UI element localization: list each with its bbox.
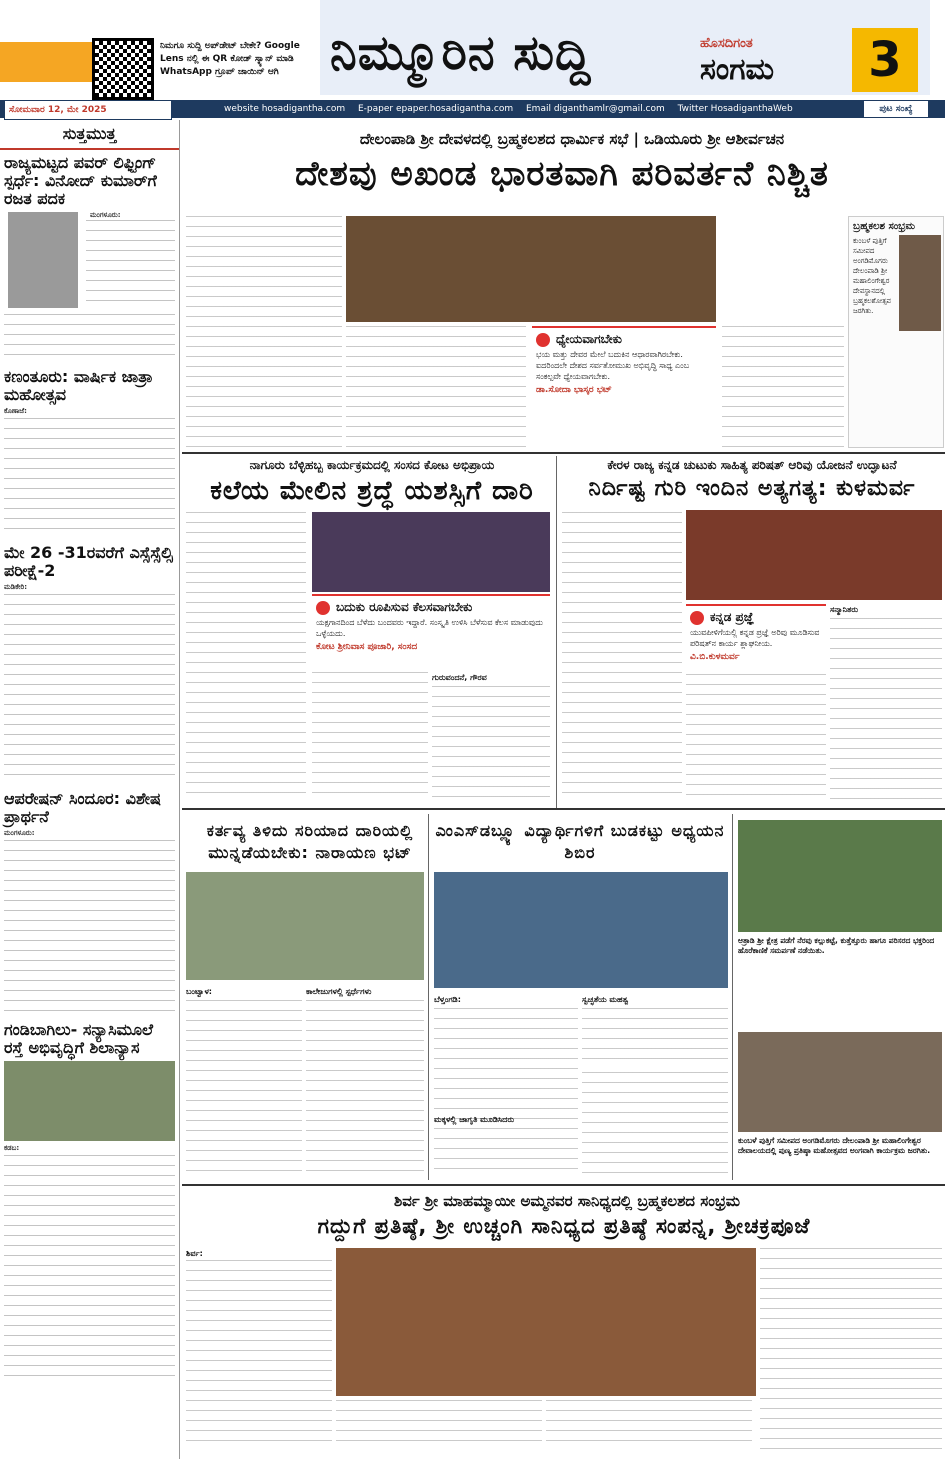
epaper-link[interactable]: E-paper epaper.hosadigantha.com xyxy=(358,104,514,114)
info-bar xyxy=(0,100,945,118)
quote-icon xyxy=(316,601,330,615)
quote-author: ವಿ.ಬಿ.ಕುಳಮರ್ವ xyxy=(690,652,740,662)
story4-meeting-photo xyxy=(186,872,424,980)
left-story-dateline: ಮಡಿಕೇರಿ: xyxy=(4,583,28,591)
left-story-2 xyxy=(0,364,179,538)
qr-instructions: ನಿಮಗೂ ಸುದ್ದಿ ಅಪ್‌ಡೇಟ್ ಬೇಕೇ? Google Lens ನಲ್ಲಿ ಈ QR ಕೋಡ್ ಸ್ಕ್ಯಾನ್ ಮಾಡಿ WhatsApp ಗ್ರೂಪ್ ಜಾಯಿನ್ ಆಗಿ xyxy=(160,41,300,77)
story3-subhead: ಸನ್ಮಾನಿತರು xyxy=(830,605,859,614)
story5-text-col2 xyxy=(582,1008,728,1068)
story4-subhead: ಕಾಲೇಜುಗಳಲ್ಲಿ ಸ್ಪರ್ಧೆಗಳು xyxy=(306,987,372,996)
brand-logo-small: ಹೊಸದಿಗಂತ xyxy=(700,36,753,51)
quote-body: ಯುವಪೀಳಿಗೆಯಲ್ಲಿ ಕನ್ನಡ ಪ್ರಜ್ಞೆ ಅರಿವು ಮೂಡಿಸುವ ಪರಿಷತ್‌ನ ಕಾರ್ಯ ಶ್ಲಾಘನೀಯ. xyxy=(690,628,820,648)
left-story-1 xyxy=(0,150,179,360)
left-story-text xyxy=(4,840,175,1015)
portrait-photo xyxy=(8,212,78,308)
left-story-text xyxy=(4,594,175,784)
left-story-dateline: ಕಡಬ: xyxy=(4,1144,20,1152)
story3-text-col2 xyxy=(686,674,826,802)
left-story-5 xyxy=(0,1017,179,1385)
left-story-dateline: ಮಂಗಳೂರು: xyxy=(90,211,121,219)
column-rule xyxy=(732,814,733,1180)
story7-text-col4 xyxy=(760,1248,942,1450)
story2-text-col1 xyxy=(186,512,306,802)
story3-text-col3 xyxy=(830,618,942,802)
divider xyxy=(182,452,945,454)
story6-caption2: ಕುಂಬಳೆ ಪುತ್ತಿಗೆ ಸಮೀಪದ ಅಂಗಡಿಮೊಗರು ದೇಲಂಪಾಡಿ ಶ್ರೀ ಮಹಾಲಿಂಗೇಶ್ವರ ದೇವಾಲಯದಲ್ಲಿ ಪುಣ್ಯ ಪ್ರತಿಷ್ಠಾ ಮಹೋತ್ಸವದ ಅಂಗವಾಗಿ ಕಾರ್ಯಕ್ರಮ ಜರಗಿತು. xyxy=(738,1136,931,1155)
contact-links xyxy=(224,100,803,118)
story5-subhead2: ಮಕ್ಕಳಲ್ಲಿ ಜಾಗೃತಿ ಮೂಡಿಸಿದರು xyxy=(434,1115,515,1124)
left-story-4 xyxy=(0,786,179,1015)
story1-text-col2 xyxy=(346,326,526,450)
page-number-badge: 3 xyxy=(852,28,918,92)
qr-code-icon[interactable] xyxy=(92,38,154,100)
quote-icon xyxy=(690,611,704,625)
story2-text-col2 xyxy=(312,672,428,802)
left-story-text xyxy=(86,220,175,310)
story5-dateline: ಬೆಳ್ತಂಗಡಿ: xyxy=(434,995,461,1004)
quote-author: ಕೋಟ ಶ್ರೀನಿವಾಸ ಪೂಜಾರಿ, ಸಂಸದ xyxy=(316,642,418,652)
divider xyxy=(182,808,945,810)
story3-award-photo xyxy=(686,510,942,600)
story7-ritual-photo xyxy=(336,1248,756,1396)
story2-kicker: ನಾಗೂರು ಬೆಳ್ಳಿಹಬ್ಬ ಕಾರ್ಯಕ್ರಮದಲ್ಲಿ ಸಂಸದ ಕೋಟ ಅಭಿಪ್ರಾಯ xyxy=(249,458,495,472)
story2-felicitation-photo xyxy=(312,512,550,592)
quote-icon xyxy=(536,333,550,347)
left-story-headline[interactable]: ಕಣಂತೂರು: ವಾರ್ಷಿಕ ಜಾತ್ರಾ ಮಹೋತ್ಸವ xyxy=(4,367,153,404)
masthead-title: ನಿಮ್ಮೂರಿನ ಸುದ್ದಿ xyxy=(330,25,592,81)
column-rule xyxy=(556,456,557,808)
left-story-headline[interactable]: ಆಪರೇಷನ್ ಸಿಂದೂರ: ವಿಶೇಷ ಪ್ರಾರ್ಥನೆ xyxy=(4,789,161,826)
website-link[interactable]: website hosadigantha.com xyxy=(224,104,346,114)
story2-headline[interactable]: ಕಲೆಯ ಮೇಲಿನ ಶ್ರದ್ಧೆ ಯಶಸ್ಸಿಗೆ ದಾರಿ xyxy=(210,476,534,506)
story4-headline[interactable]: ಕರ್ತವ್ಯ ತಿಳಿದು ಸರಿಯಾದ ದಾರಿಯಲ್ಲಿ ಮುನ್ನಡೆಯಬೇಕು: ನಾರಾಯಣ ಭಟ್ xyxy=(206,821,414,862)
left-story-3 xyxy=(0,540,179,784)
story3-quote xyxy=(686,604,826,670)
left-story-text xyxy=(4,1155,175,1385)
story5-group-photo xyxy=(434,872,728,988)
left-story-text xyxy=(4,314,175,360)
story5-headline[interactable]: ಎಂಎಸ್‌ಡಬ್ಲ್ಯೂ ವಿದ್ಯಾರ್ಥಿಗಳಿಗೆ ಬುಡಕಟ್ಟು ಅಧ್ಯಯನ ಶಿಬಿರ xyxy=(435,821,725,862)
story5-text-col3 xyxy=(582,1072,728,1176)
quote-heading: ಬದುಕು ರೂಪಿಸುವ ಕೆಲಸವಾಗಬೇಕು xyxy=(336,600,473,614)
story7-headline[interactable]: ಗದ್ದುಗೆ ಪ್ರತಿಷ್ಠೆ, ಶ್ರೀ ಉಚ್ಚಂಗಿ ಸಾನಿಧ್ಯದ ಪ್ರತಿಷ್ಠೆ ಸಂಪನ್ನ, ಶ್ರೀಚಕ್ರಪೂಜೆ xyxy=(317,1214,811,1238)
left-story-headline[interactable]: ರಾಜ್ಯಮಟ್ಟದ ಪವರ್ ಲಿಫ್ಟಿಂಗ್ ಸ್ಪರ್ಧೆ: ವಿನೋದ್ ಕುಮಾರ್‌ಗೆ ರಜತ ಪದಕ xyxy=(4,153,157,208)
story1-quote xyxy=(532,326,716,448)
story2-quote xyxy=(312,594,550,668)
story4-text-col2 xyxy=(306,1000,424,1176)
ritual-photo xyxy=(899,235,941,331)
story6-caption1: ಆತ್ರಾಡಿ ಶ್ರೀ ಕ್ಷೇತ್ರ ಪಡೆಗೆ ನೆರವು ಕಲ್ಲುಕಟ್ಟೆ, ಕುತ್ತೆತ್ತೂರು ಹಾಗೂ ಪರಿಸರದ ಭಕ್ತರಿಂದ ಹೊರೆಕಾಣಿಕೆ ಸಮರ್ಪಣೆ ನಡೆಯಿತು. xyxy=(738,936,935,955)
story7-text-col1 xyxy=(186,1260,332,1450)
story1-text-col1 xyxy=(186,216,342,448)
story6-procession-photo xyxy=(738,820,942,932)
left-story-dateline: ಕೊಣಾಜೆ: xyxy=(4,407,27,415)
quote-body: ಯಕ್ಷಗಾನದಿಂದ ಬೆಳೆದು ಬಂದವರು ಇದ್ದಾರೆ. ಸಂಸ್ಕೃತಿ ಉಳಿಸಿ ಬೆಳೆಸುವ ಕೆಲಸ ಮಾಡುವುದು ಒಳ್ಳೆಯದು. xyxy=(316,618,543,638)
masthead-accent-band xyxy=(0,42,92,82)
story5-subhead1: ಸ್ವಚ್ಛತೆಯ ಮಹತ್ವ xyxy=(582,995,629,1004)
story3-text-col1 xyxy=(562,512,682,802)
inauguration-photo xyxy=(4,1061,175,1141)
story6-ceremony-photo xyxy=(738,1032,942,1132)
story1-sidebox xyxy=(848,216,944,448)
divider xyxy=(182,1184,945,1186)
page-label: ಪುಟ ಸಂಖ್ಯೆ xyxy=(864,101,928,117)
story1-stage-photo xyxy=(346,216,716,322)
story7-dateline: ಶಿರ್ವ: xyxy=(186,1249,203,1258)
story1-text-col3 xyxy=(722,326,844,450)
story3-headline[interactable]: ನಿರ್ದಿಷ್ಟ ಗುರಿ ಇಂದಿನ ಅತ್ಯಗತ್ಯ: ಕುಳಮರ್ವ xyxy=(588,476,916,501)
email-link[interactable]: Email diganthamlr@gmail.com xyxy=(526,104,665,114)
story4-text-col1 xyxy=(186,1000,302,1176)
story1-kicker: ದೇಲಂಪಾಡಿ ಶ್ರೀ ದೇವಳದಲ್ಲಿ ಬ್ರಹ್ಮಕಲಶದ ಧಾರ್ಮಿಕ ಸಭೆ | ಒಡಿಯೂರು ಶ್ರೀ ಆಶೀರ್ವಚನ xyxy=(359,130,785,148)
left-column xyxy=(0,120,180,1459)
brand-logo-big: ಸಂಗಮ xyxy=(700,52,774,87)
section-title: ಸುತ್ತಮುತ್ತ xyxy=(0,120,179,150)
left-story-headline[interactable]: ಗಂಡಿಬಾಗಿಲು- ಸನ್ಯಾಸಿಮೂಲೆ ರಸ್ತೆ ಅಭಿವೃದ್ಧಿಗೆ ಶಿಲಾನ್ಯಾಸ xyxy=(4,1020,153,1057)
quote-author: ಡಾ.ಸೋದಾ ಭಾಸ್ಕರ ಭಟ್ xyxy=(536,385,612,395)
story5-text-col1 xyxy=(434,1008,578,1176)
quote-heading: ಕನ್ನಡ ಪ್ರಜ್ಞೆ xyxy=(710,610,754,624)
story1-headline[interactable]: ದೇಶವು ಅಖಂಡ ಭಾರತವಾಗಿ ಪರಿವರ್ತನೆ ನಿಶ್ಚಿತ xyxy=(295,154,829,194)
story3-kicker: ಕೇರಳ ರಾಜ್ಯ ಕನ್ನಡ ಚುಟುಕು ಸಾಹಿತ್ಯ ಪರಿಷತ್ ಆರಿವು ಯೋಜನೆ ಉದ್ಘಾಟನೆ xyxy=(607,458,897,472)
left-story-headline[interactable]: ಮೇ 26 -31ರವರೆಗೆ ಎಸ್ಸೆಸ್ಸೆಲ್ಸಿ ಪರೀಕ್ಷೆ-2 xyxy=(4,543,173,580)
column-rule xyxy=(428,814,429,1180)
story7-kicker: ಶಿರ್ವ ಶ್ರೀ ಮಾಹಮ್ಮಾಯೀ ಅಮ್ಮನವರ ಸಾನಿಧ್ಯದಲ್ಲಿ ಬ್ರಹ್ಮಕಲಶದ ಸಂಭ್ರಮ xyxy=(393,1192,741,1210)
story7-text-col2 xyxy=(336,1400,542,1450)
quote-body: ಭಯ ಮತ್ತು ದೇವರ ಮೇಲೆ ಬದುಕಿನ ಆಧಾರವಾಗಿರಬೇಕು. ಐದರಿಂದಲೇ ದೇಶದ ಸರ್ವತೋಮುಖ ಅಭಿವೃದ್ಧಿ ಸಾಧ್ಯ ಎಂಬ ಸಂಕಲ್ಪವೇ ಧ್ಯೇಯವಾಗಬೇಕು. xyxy=(536,350,690,381)
masthead xyxy=(0,0,945,98)
sidebox-heading: ಬ್ರಹ್ಮಕಲಶ ಸಂಭ್ರಮ xyxy=(853,221,915,232)
story7-text-col3 xyxy=(546,1400,752,1450)
left-story-dateline: ಮಂಗಳೂರು: xyxy=(4,829,35,837)
sidebox-body: ಕುಂಬಳೆ ಪುತ್ತಿಗೆ ಸಮೀಪದ ಅಂಗಡಿಮೊಗರು ದೇಲಂಪಾಡಿ ಶ್ರೀ ಮಹಾಲಿಂಗೇಶ್ವರ ದೇವಸ್ಥಾನದಲ್ಲಿ ಬ್ರಹ್ಮಕಲಶೋತ್ಸವ ಜರಗಿತು. xyxy=(853,237,892,315)
twitter-link[interactable]: Twitter HosadiganthaWeb xyxy=(677,104,793,114)
left-story-text xyxy=(4,418,175,538)
story2-text-col3 xyxy=(432,686,550,802)
issue-date: ಸೋಮವಾರ 12, ಮೇ 2025 xyxy=(4,100,172,120)
story4-dateline: ಬಂಟ್ವಾಳ: xyxy=(186,987,212,996)
quote-heading: ಧ್ಯೇಯವಾಗಬೇಕು xyxy=(556,332,622,346)
story2-subhead: ಗುರುವಂದನೆ, ಗೌರವ xyxy=(432,673,487,682)
